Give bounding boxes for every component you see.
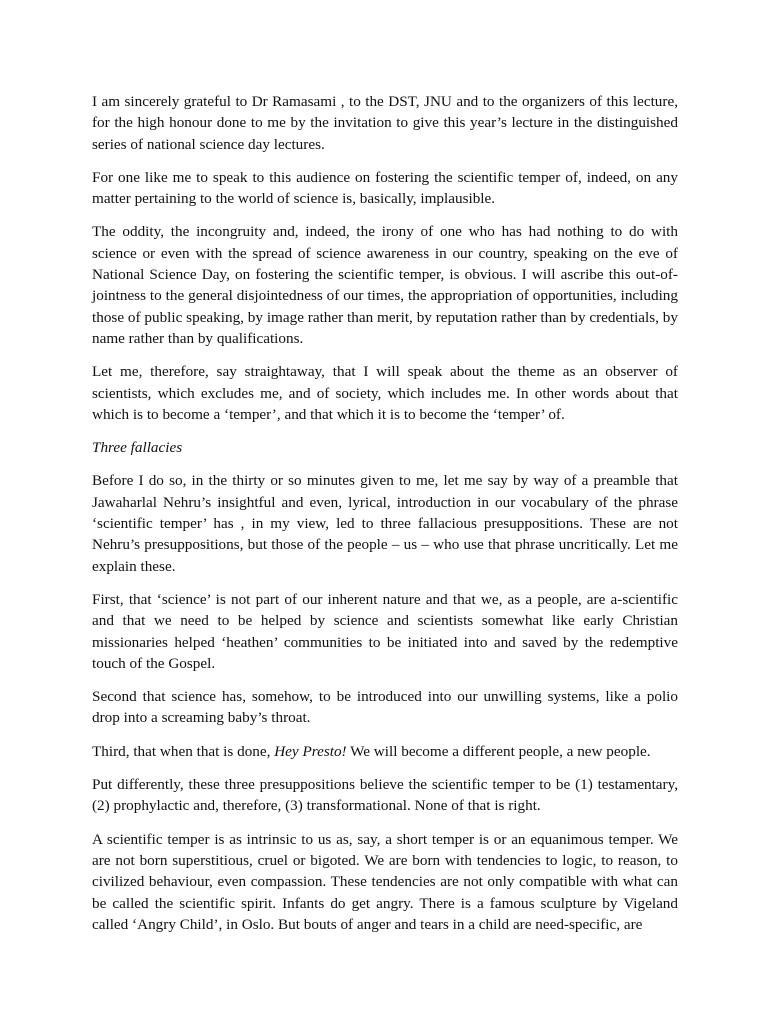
third-text-before: Third, that when that is done, (92, 742, 275, 760)
third-text-after: We will become a different people, a new people. (346, 742, 651, 760)
third-emphasis: Hey Presto! (274, 742, 347, 760)
paragraph-first-fallacy: First, that ‘science’ is not part of our inherent nature and that we, as a people, are a-scientific and that we need to be helped by science and scientists somewhat like early Christian missionaries helped ‘heathen’ communities to be initiated into and saved by the redemptive touch of the Gospel. (92, 590, 678, 672)
section-heading: Three fallacies (92, 439, 183, 457)
paragraph-second-fallacy: Second that science has, somehow, to be introduced into our unwilling systems, like a polio drop into a screaming baby’s throat. (92, 688, 678, 727)
paragraph-preamble: Before I do so, in the thirty or so minutes given to me, let me say by way of a preamble that Jawaharlal Nehru’s insightful and even, lyrical, introduction in our vocabulary of the phrase ‘scientific temper’ has , in my view, led to three fallacious presuppositions. These are not Nehru’s presuppositions, but those of the people – us – who use that phrase uncritically. Let me explain these. (92, 472, 678, 575)
paragraph-third-fallacy (92, 741, 678, 762)
paragraph-observer: Let me, therefore, say straightaway, that I will speak about the theme as an observer of scientists, which excludes me, and of society, which includes me. In other words about that which is to become a ‘temper’, and that which it is to become the ‘temper’ of. (92, 363, 678, 423)
paragraph-intrinsic-temper: A scientific temper is as intrinsic to us as, say, a short temper is or an equanimous temper. We are not born superstitious, cruel or bigoted. We are born with tendencies to logic, to reason, to civilized behaviour, even compassion. These tendencies are not only compatible with what can be called the scientific spirit. Infants do get angry. There is a famous sculpture by Vigeland called ‘Angry Child’, in Oslo. But bouts of anger and tears in a child are need-specific, are (92, 830, 678, 933)
paragraph-implausible: For one like me to speak to this audience on fostering the scientific temper of, indeed, on any matter pertaining to the world of science is, basically, implausible. (92, 168, 678, 208)
paragraph-oddity: The oddity, the incongruity and, indeed, the irony of one who has had nothing to do with science or even with the spread of science awareness in our country, speaking on the eve of National Science Day, on fostering the scientific temper, is obvious. I will ascribe this out-of-jointness to the general disjointedness of our times, the appropriation of opportunities, including those of public speaking, by image rather than merit, by reputation rather than by credentials, by name rather than by qualifications. (92, 223, 678, 347)
paragraph-acknowledgement: I am sincerely grateful to Dr Ramasami , to the DST, JNU and to the organizers of this lecture, for the high honour done to me by the invitation to give this year’s lecture in the distinguished series of national science day lectures. (92, 93, 678, 153)
paragraph-put-differently: Put differently, these three presuppositions believe the scientific temper to be (1) testamentary, (2) prophylactic and, therefore, (3) transformational. None of that is right. (92, 776, 678, 815)
